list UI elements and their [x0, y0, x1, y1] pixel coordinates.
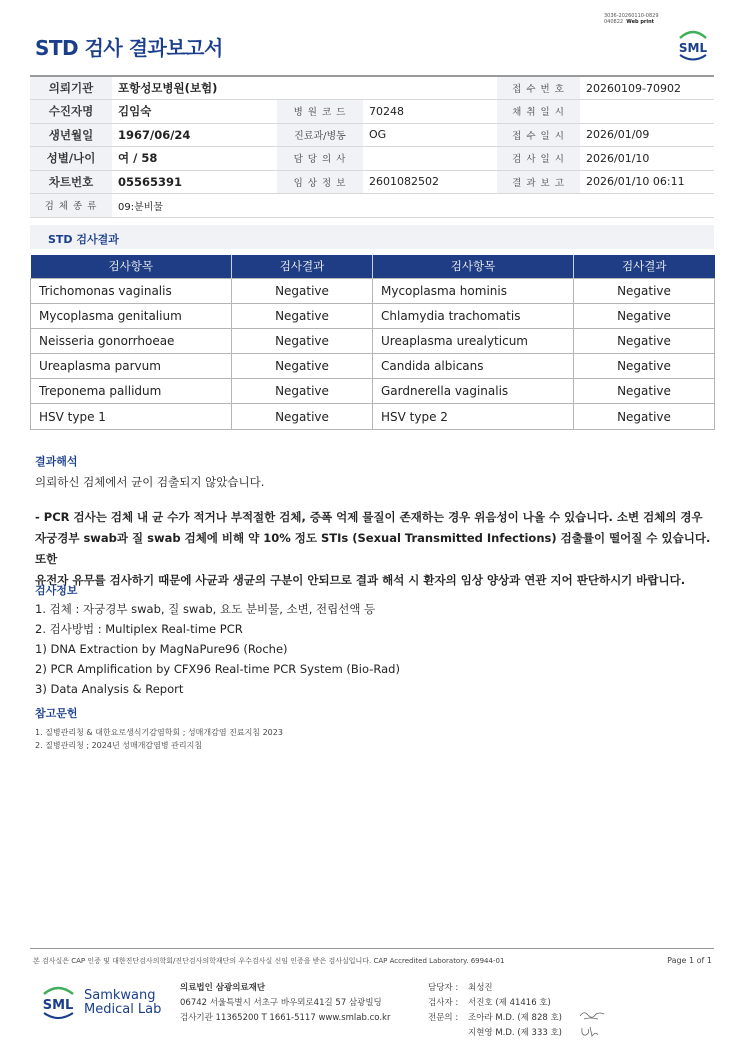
test-result: Negative [232, 404, 373, 429]
accreditation-note: 본 검사실은 CAP 인증 및 대한진단검사의학회/진단검사의학재단의 우수검사실 신임 인증을 받은 검사실입니다. CAP Accredited Laboratory. 69944-01 [33, 957, 505, 965]
staff-list [428, 981, 562, 1041]
sex-age-value: 여 / 58 [118, 151, 158, 166]
chart-no-label: 차트번호 [30, 170, 112, 194]
svg-text:SML: SML [678, 41, 708, 55]
signature-image [578, 1008, 606, 1022]
info-row [30, 123, 714, 147]
references-title: 참고문헌 [35, 707, 78, 720]
clinical-value: 2601082502 [369, 175, 439, 189]
sml-logo [672, 26, 714, 62]
info-row [30, 170, 714, 194]
specimen-value: 09:분비물 [118, 201, 164, 213]
birth-value: 1967/06/24 [118, 127, 191, 142]
header-result-1: 검사결과 [232, 255, 373, 278]
dept-value: OG [369, 128, 387, 142]
test-result: Negative [574, 354, 715, 379]
results-header-row [31, 255, 715, 278]
report-date-value: 2026/01/10 06:11 [586, 175, 685, 189]
test-info-title: 검사정보 [35, 584, 78, 597]
lab-name: Samkwang Medical Lab [84, 988, 162, 1017]
page-title: STD 검사 결과보고서 [35, 36, 223, 60]
sex-age-label: 성별/나이 [30, 147, 112, 171]
test-item: Treponema pallidum [31, 379, 232, 404]
staff-row: 담당자 : 최성진 [428, 983, 493, 993]
receipt-no-label: 접 수 번 호 [497, 76, 580, 100]
test-result: Negative [574, 379, 715, 404]
hospital-code-label: 병 원 코 드 [277, 100, 363, 124]
signature-image [578, 1024, 606, 1038]
test-item: Candida albicans [373, 354, 574, 379]
foundation-info [180, 981, 390, 1026]
list-item: 1. 질병관리청 & 대한요로생식기감염학회 ; 성매개감염 진료지침 2023 [35, 728, 283, 737]
list-item: 1) DNA Extraction by MagNaPure96 (Roche) [35, 642, 288, 656]
interpretation-title: 결과해석 [35, 455, 78, 468]
test-result: Negative [574, 404, 715, 429]
test-item: Chlamydia trachomatis [373, 303, 574, 328]
interpretation-line: 유전자 유무를 검사하기 때문에 사균과 생균의 구분이 안되므로 결과 해석 시 환자의 임상 양상과 연관 지어 판단하시기 바랍니다. [35, 573, 686, 587]
test-item: HSV type 1 [31, 404, 232, 429]
test-item: HSV type 2 [373, 404, 574, 429]
foundation-address: 06742 서울특별시 서초구 바우뫼로41길 57 삼광빌딩 [180, 998, 382, 1008]
svg-text:SML: SML [42, 998, 74, 1013]
request-org-label: 의뢰기관 [30, 76, 112, 100]
interpretation-summary: 의뢰하신 검체에서 균이 검출되지 않았습니다. [35, 475, 265, 489]
test-result: Negative [232, 379, 373, 404]
footer-divider [30, 948, 714, 949]
info-row [30, 76, 714, 100]
list-item: 1. 검체 : 자궁경부 swab, 질 swab, 요도 분비물, 소변, 전립선액 등 [35, 602, 376, 616]
staff-row: 지현영 M.D. (제 333 호) [468, 1028, 563, 1038]
request-org-value: 포항성모병원(보험) [118, 81, 218, 95]
test-info-list [35, 599, 400, 699]
table-row [31, 379, 715, 404]
test-item: Neisseria gonorrhoeae [31, 328, 232, 353]
test-result: Negative [574, 328, 715, 353]
test-item: Ureaplasma urealyticum [373, 328, 574, 353]
table-row [31, 404, 715, 429]
doctor-label: 담 당 의 사 [277, 147, 363, 171]
foundation-contact: 검사기관 11365200 T 1661-5117 www.smlab.co.kr [180, 1013, 391, 1023]
test-result: Negative [232, 354, 373, 379]
test-result: Negative [574, 278, 715, 303]
test-result: Negative [232, 278, 373, 303]
table-row [31, 278, 715, 303]
birth-label: 생년월일 [30, 123, 112, 147]
test-item: Gardnerella vaginalis [373, 379, 574, 404]
header-item-2: 검사항목 [373, 255, 574, 278]
list-item: 3) Data Analysis & Report [35, 682, 184, 696]
table-row [31, 328, 715, 353]
test-item: Ureaplasma parvum [31, 354, 232, 379]
receipt-date-label: 접 수 일 시 [497, 123, 580, 147]
header-item-1: 검사항목 [31, 255, 232, 278]
hospital-code-value: 70248 [369, 104, 404, 118]
staff-row: 검사자 : 서진호 (제 41416 호) [428, 998, 551, 1008]
results-section-title: STD 검사결과 [30, 225, 714, 249]
test-date-value: 2026/01/10 [586, 151, 650, 165]
dept-label: 진료과/병동 [277, 123, 363, 147]
test-result: Negative [232, 328, 373, 353]
report-code: 3036-20260110-0829 040822 Web print [604, 13, 659, 25]
patient-value: 김임숙 [118, 104, 152, 119]
info-row [30, 194, 714, 218]
report-date-label: 결 과 보 고 [497, 170, 580, 194]
patient-info-table [30, 75, 714, 218]
table-row [31, 303, 715, 328]
patient-label: 수진자명 [30, 100, 112, 124]
references-list [35, 726, 283, 752]
test-result: Negative [232, 303, 373, 328]
doctor-value [363, 147, 497, 171]
header-result-2: 검사결과 [574, 255, 715, 278]
test-item: Mycoplasma hominis [373, 278, 574, 303]
collect-date-label: 채 취 일 시 [497, 100, 580, 124]
foundation-name: 의료법인 삼광의료재단 [180, 983, 266, 993]
interpretation-notes [35, 507, 715, 591]
info-row [30, 147, 714, 171]
list-item: 2. 질병관리청 ; 2024년 성매개감염병 관리지침 [35, 741, 203, 750]
sml-logo [36, 981, 81, 1021]
info-row [30, 100, 714, 124]
collect-date-value [580, 100, 714, 124]
results-table [30, 255, 714, 430]
interpretation-line: 자궁경부 swab과 질 swab 검체에 비해 약 10% 정도 STIs (Sexual Transmitted Infections) 검출률이 떨어질 수 있습니다. 또한 [35, 531, 711, 566]
interpretation-line: - PCR 검사는 검체 내 균 수가 적거나 부적절한 검체, 증폭 억제 물질이 존재하는 경우 위음성이 나올 수 있습니다. 소변 검체의 경우 [35, 510, 703, 524]
receipt-date-value: 2026/01/09 [586, 128, 650, 142]
test-result: Negative [574, 303, 715, 328]
chart-no-value: 05565391 [118, 174, 183, 189]
test-item: Trichomonas vaginalis [31, 278, 232, 303]
clinical-label: 임 상 정 보 [277, 170, 363, 194]
list-item: 2) PCR Amplification by CFX96 Real-time PCR System (Bio-Rad) [35, 662, 400, 676]
table-row [31, 354, 715, 379]
page-number: Page 1 of 1 [667, 956, 712, 965]
receipt-no-value: 20260109-70902 [586, 81, 681, 95]
test-item: Mycoplasma genitalium [31, 303, 232, 328]
test-date-label: 검 사 일 시 [497, 147, 580, 171]
staff-row: 전문의 : 조아라 M.D. (제 828 호) [428, 1013, 563, 1023]
list-item: 2. 검사방법 : Multiplex Real-time PCR [35, 622, 243, 636]
specimen-label: 검 체 종 류 [30, 194, 112, 218]
